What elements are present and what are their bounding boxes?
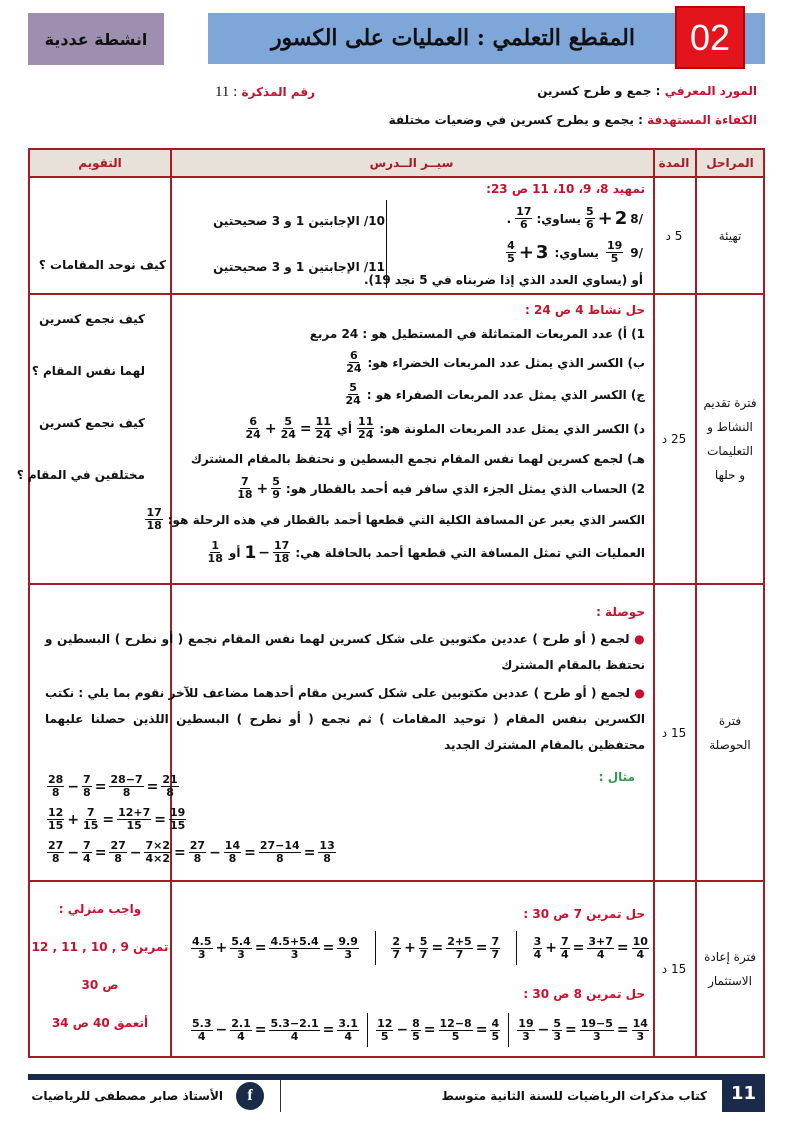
operator: + — [67, 811, 80, 828]
fraction: $\frac{7}{15}$ — [83, 806, 99, 832]
fraction: $\frac{1}{18}$ — [207, 539, 223, 565]
fraction: $\frac{12-8}{5}$ — [439, 1016, 472, 1043]
exercise-8-title: حل تمرين 8 ص 30 : — [523, 987, 645, 1001]
fraction: $\frac{7}{18}$ — [237, 475, 253, 501]
operator: = — [431, 940, 444, 956]
operator: = — [565, 1022, 577, 1038]
duration-cell: 25 د — [661, 432, 687, 446]
summary-title: حوصلة : — [596, 605, 645, 619]
exercise-9-note: أو (يساوي العدد الذي إذا ضربناه في 5 نجد 19). — [363, 273, 643, 287]
example-line — [46, 803, 337, 836]
fraction: $\frac{19}{5}$ — [606, 239, 623, 265]
evaluation-question: لهما نفس المقام ؟ — [31, 364, 145, 378]
resource-label: المورد المعرفي — [664, 84, 757, 98]
fraction: $\frac{2.1}{4}$ — [231, 1016, 251, 1043]
equation — [375, 1018, 501, 1043]
operator: = — [616, 940, 629, 956]
footer-bar — [28, 1074, 765, 1080]
activity-line: ج) الكسر الذي يمثل عدد المربعات الصفراء هو : $\frac{5}{24}$ — [345, 381, 645, 407]
equation — [390, 936, 501, 961]
fraction: $\frac{12}{5}$ — [377, 1016, 393, 1043]
duration-cell: 15 د — [661, 725, 687, 740]
fraction: $\frac{5}{24}$ — [280, 415, 296, 441]
fraction: $\frac{7}{8}$ — [83, 773, 91, 799]
homework-deepen: أتعمق 40 ص 34 — [51, 1016, 149, 1030]
operator: + — [404, 940, 416, 956]
fraction: $\frac{27}{8}$ — [189, 839, 206, 865]
equation — [190, 1018, 360, 1043]
fraction: $\frac{2+5}{7}$ — [447, 934, 472, 961]
operator: = — [94, 844, 107, 861]
competency-line — [389, 113, 757, 127]
operator: = — [102, 811, 115, 828]
activity-line: د) الكسر الذي يمثل عدد المربعات الملونة هو: $\frac{11}{24}$ أي $\frac{6}{24}$ + $\frac{5}{24}$ = $\frac{11}{24}$ — [245, 415, 645, 441]
stage-cell: فترة إعادة الاستثمار — [704, 950, 756, 988]
example-label: مثال : — [598, 770, 635, 784]
operator: = — [154, 811, 167, 828]
operator: = — [254, 1022, 267, 1038]
fraction: $\frac{6}{24}$ — [346, 349, 362, 375]
facebook-icon[interactable]: f — [236, 1082, 264, 1110]
author-name: الأستاذ صابر مصطفى للرياضيات — [31, 1089, 223, 1103]
column-separator — [508, 1013, 509, 1047]
fraction: $\frac{27}{8}$ — [48, 839, 64, 865]
activity-line: ب) الكسر الذي يمثل عدد المربعات الخضراء هو: $\frac{6}{24}$ — [346, 349, 645, 375]
fraction: $\frac{4}{5}$ — [507, 239, 515, 265]
fraction: $\frac{3.1}{4}$ — [338, 1016, 358, 1043]
operator: = — [94, 778, 107, 795]
equation — [532, 936, 650, 961]
column-separator — [367, 1013, 368, 1047]
fraction: $\frac{5}{9}$ — [272, 475, 280, 501]
fraction: $\frac{11}{24}$ — [315, 415, 331, 441]
book-title: كتاب مذكرات الرياضيات للسنة الثانية متوسط — [441, 1089, 707, 1103]
competency-label: الكفاءة المستهدفة — [647, 113, 757, 127]
operator: = — [146, 778, 159, 795]
operator: = — [174, 844, 186, 861]
column-separator — [516, 931, 517, 965]
evaluation-question: كيف نوحد المقامات ؟ — [38, 258, 166, 272]
section-number-badge: 02 — [675, 6, 745, 69]
fraction: $\frac{19-5}{3}$ — [580, 1016, 613, 1043]
page-number: 11 — [722, 1074, 765, 1112]
operator: + — [545, 940, 557, 956]
summary-bullet: ● لجمع ( أو طرح ) عددين مكتوبين على شكل كسرين لهما نفس المقام نجمع ( أو نطرح ) البسطين و نحتفظ بالمقام المشترك — [45, 632, 646, 672]
exercise-8-solutions — [190, 1012, 650, 1048]
lesson-table — [16, 148, 765, 1058]
equation — [46, 807, 187, 832]
fraction: $\frac{21}{8}$ — [162, 773, 178, 799]
page-title: المقطع التعلمي : العمليات على الكسور — [270, 25, 635, 51]
stage-cell: تهيئة — [718, 228, 742, 243]
memo-value: : 11 — [214, 84, 238, 100]
competency-value: : يجمع و يطرح كسرين في وضعيات مختلفة — [388, 113, 643, 127]
fraction: $\frac{5.4}{3}$ — [231, 934, 251, 961]
fraction: $\frac{27}{8}$ — [110, 839, 126, 865]
fraction: $\frac{27-14}{8}$ — [259, 839, 300, 865]
homework-cell — [30, 890, 170, 1042]
bullet-icon: ● — [634, 686, 645, 700]
evaluation-question: مختلفين في المقام ؟ — [16, 468, 145, 482]
fraction: $\frac{12+7}{15}$ — [118, 806, 151, 832]
fraction: $\frac{4.5+5.4}{3}$ — [270, 934, 319, 961]
fraction: $\frac{14}{8}$ — [224, 839, 241, 865]
fraction: $\frac{4}{5}$ — [491, 1016, 500, 1043]
fraction: $\frac{7}{7}$ — [491, 934, 500, 961]
operator: = — [322, 1022, 335, 1038]
equation — [516, 1018, 650, 1043]
activity-line: 1) أ) عدد المربعات المتماثلة في المستطيل هو : 24 مربع — [309, 327, 645, 341]
homework-title: واجب منزلي : — [58, 902, 142, 916]
divider — [170, 150, 172, 1056]
operator: − — [537, 1022, 550, 1038]
fraction: $\frac{6}{24}$ — [245, 415, 261, 441]
fraction: $\frac{3}{4}$ — [533, 934, 542, 961]
fraction: $\frac{14}{3}$ — [632, 1016, 648, 1043]
operator: − — [396, 1022, 409, 1038]
operator: = — [572, 940, 585, 956]
memo-label: رقم المذكرة — [241, 85, 315, 99]
stage-cell: فترة الحوصلة — [709, 713, 751, 752]
memo-line — [215, 84, 315, 101]
fraction: $\frac{8}{5}$ — [412, 1016, 420, 1043]
duration-cell: 15 د — [661, 962, 687, 976]
fraction: $\frac{13}{8}$ — [319, 839, 335, 865]
fraction: $\frac{11}{24}$ — [358, 415, 374, 441]
summary-bullet: ● لجمع ( أو طرح ) عددين مكتوبين على شكل كسرين مقام أحدهما مضاعف للآخر نقوم بما يلي : نكتب الكسرين بنفس المقام ( توحيد المقامات ) ثم نجمع ( أو نطرح ) البسطين اللذين حصلنا عليهما محتفظين بالمقام المشترك الجديد — [45, 686, 645, 752]
operator: = — [423, 1022, 436, 1038]
exercise-7-title: حل تمرين 7 ص 30 : — [523, 907, 645, 921]
equation — [46, 840, 337, 865]
header-duration: المدة — [658, 156, 690, 170]
header-stages: المراحل — [706, 156, 754, 170]
operator: = — [244, 844, 256, 861]
fraction: $\frac{5.3}{4}$ — [192, 1016, 212, 1043]
operator: − — [215, 1022, 228, 1038]
fraction: $\frac{9.9}{3}$ — [338, 934, 358, 961]
operator: − — [67, 844, 80, 861]
operator: = — [303, 844, 316, 861]
fraction: $\frac{5}{24}$ — [345, 381, 361, 407]
duration-cell: 5 د — [665, 228, 683, 243]
operator: = — [475, 940, 488, 956]
fraction: $\frac{5.3-2.1}{4}$ — [270, 1016, 319, 1043]
column-separator — [375, 931, 376, 965]
evaluation-question: كيف نجمع كسرين — [39, 312, 145, 326]
example-line — [46, 836, 337, 869]
fraction: $\frac{7\times 2}{4\times 2}$ — [145, 839, 171, 865]
stage-cell: فترة تقديم النشاط و التعليمات و حلها — [703, 396, 757, 482]
fraction: $\frac{28}{8}$ — [48, 773, 64, 799]
exercise-7-solutions — [190, 930, 650, 966]
operator: = — [254, 940, 267, 956]
exercise-9: /9 $\frac{19}{5}$ يساوي: $\frac{4}{5}$ + 3 — [507, 239, 643, 265]
operator: − — [67, 778, 80, 795]
fraction: $\frac{10}{4}$ — [632, 934, 648, 961]
evaluation-question: كيف نجمع كسرين — [39, 416, 145, 430]
fraction: $\frac{7}{4}$ — [83, 839, 91, 865]
header-evaluation: التقويم — [78, 156, 122, 170]
fraction: $\frac{17}{18}$ — [274, 539, 290, 565]
category-box — [28, 13, 164, 65]
activity-title: حل نشاط 4 ص 24 : — [525, 303, 645, 317]
operator: = — [475, 1022, 488, 1038]
operator: + — [215, 940, 228, 956]
exercise-10: 10/ الإجابتين 1 و 3 صحيحتين — [213, 214, 385, 228]
resource-value: : جمع و طرح كسرين — [537, 84, 661, 98]
warmup-title: تمهيد 8، 9، 10، 11 ص 23: — [486, 182, 645, 196]
divider — [280, 1080, 281, 1112]
fraction: $\frac{19}{15}$ — [170, 806, 186, 832]
activity-line: هـ) لجمع كسرين لهما نفس المقام نجمع البسطين و نحتفظ بالمقام المشترك — [190, 452, 645, 466]
operator: − — [129, 844, 142, 861]
fraction: $\frac{4.5}{3}$ — [192, 934, 212, 961]
resource-line — [537, 84, 757, 98]
header-lesson: سيــر الــدرس — [369, 156, 454, 170]
equation — [190, 936, 360, 961]
fraction: $\frac{12}{15}$ — [48, 806, 64, 832]
homework-page: ص 30 — [81, 978, 119, 992]
fraction: $\frac{17}{6}$ — [516, 205, 532, 231]
category-label: انشطة عددية — [44, 29, 148, 49]
homework-exercises: تمرين 9 , 10 , 11 , 12 — [31, 940, 169, 954]
exercise-8: /8 $\frac{5}{6}$ + 2 يساوي: $\frac{17}{6}$ . — [506, 205, 643, 231]
equation — [46, 774, 180, 799]
operator: = — [616, 1022, 629, 1038]
fraction: $\frac{5}{6}$ — [585, 205, 594, 231]
fraction: $\frac{5}{3}$ — [553, 1016, 561, 1043]
activity-line: الكسر الذي يعبر عن المسافة الكلية التي قطعها أحمد بالقطار في هذه الرحلة هو: $\frac{17}{18}$ — [146, 506, 645, 532]
exercise-11: 11/ الإجابتين 1 و 3 صحيحتين — [213, 260, 385, 274]
fraction: $\frac{17}{18}$ — [146, 506, 162, 532]
activity-line: 2) الحساب الذي يمثل الجزء الذي سافر فيه أحمد بالقطار هو: $\frac{7}{18}$ + $\frac{5}{9}$ — [237, 475, 645, 501]
fraction: $\frac{5}{7}$ — [419, 934, 428, 961]
fraction: $\frac{2}{7}$ — [392, 934, 401, 961]
examples-block — [46, 770, 337, 869]
fraction: $\frac{28-7}{8}$ — [110, 773, 143, 799]
operator: − — [209, 844, 221, 861]
example-line — [46, 770, 337, 803]
fraction: $\frac{19}{3}$ — [518, 1016, 534, 1043]
bullet-icon: ● — [634, 632, 646, 646]
operator: = — [322, 940, 335, 956]
fraction: $\frac{7}{4}$ — [561, 934, 569, 961]
fraction: $\frac{3+7}{4}$ — [588, 934, 613, 961]
activity-line: العمليات التي تمثل المسافة التي قطعها أحمد بالحافلة هي: 1 − $\frac{17}{18}$ أو $\frac{1}{18}$ — [207, 539, 645, 565]
